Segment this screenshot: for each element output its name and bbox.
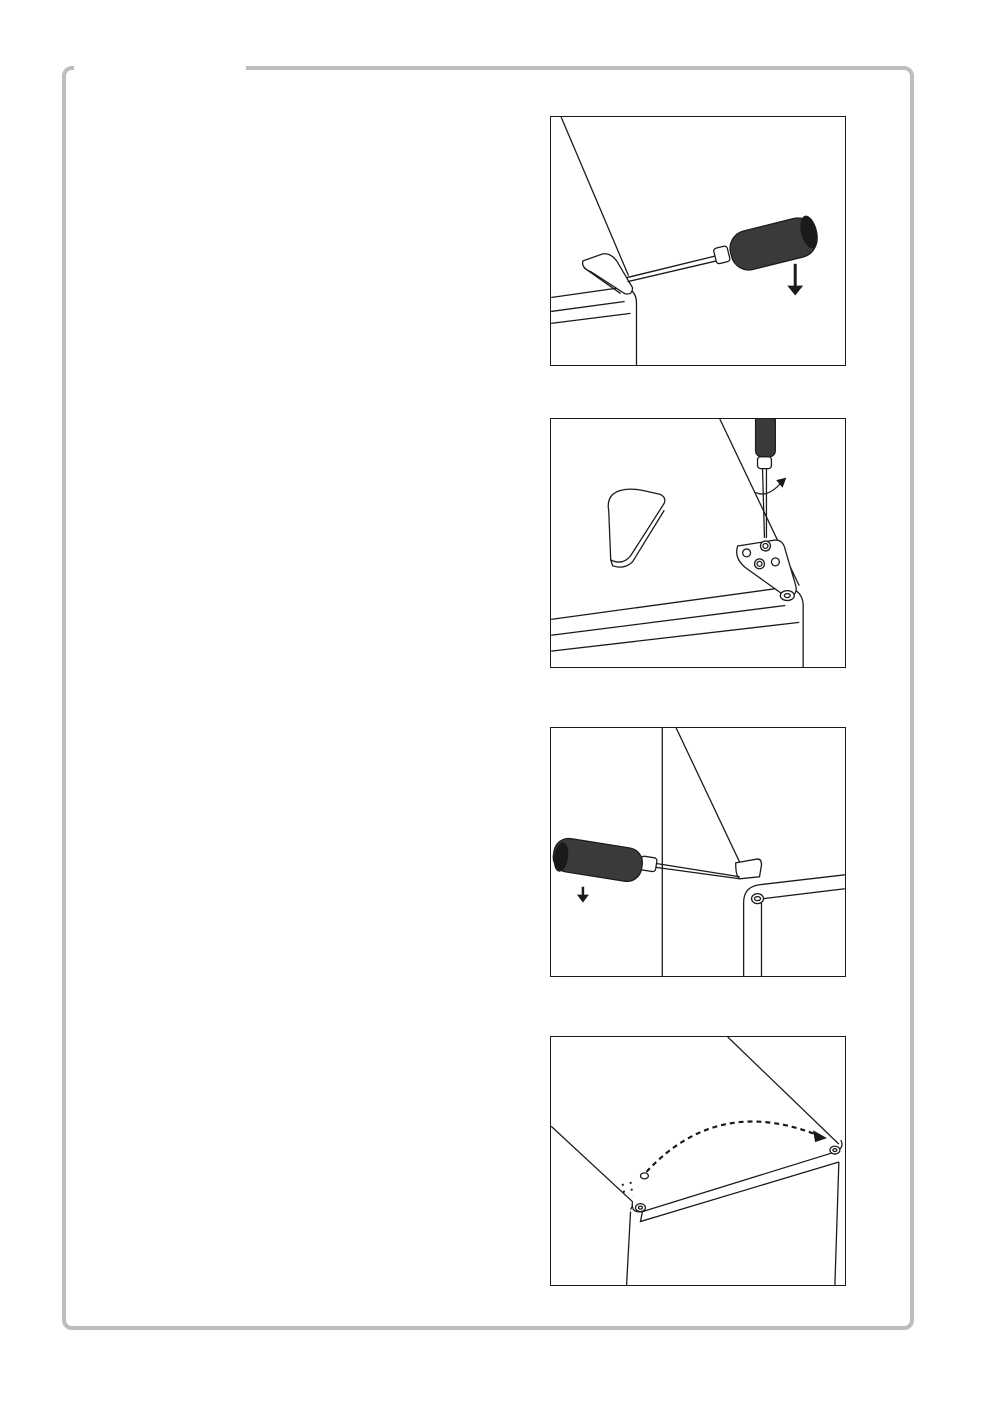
figure-remove-opposite-cover <box>550 727 846 977</box>
remove-opposite-cover-illustration <box>551 728 845 976</box>
relocate-hinge-pin-illustration <box>551 1037 845 1285</box>
figure-relocate-hinge-pin <box>550 1036 846 1286</box>
unscrew-hinge-illustration <box>551 419 845 667</box>
remove-hinge-cover-illustration <box>551 117 845 365</box>
frame-header-tab <box>74 62 246 72</box>
figure-unscrew-hinge <box>550 418 846 668</box>
figure-remove-hinge-cover <box>550 116 846 366</box>
